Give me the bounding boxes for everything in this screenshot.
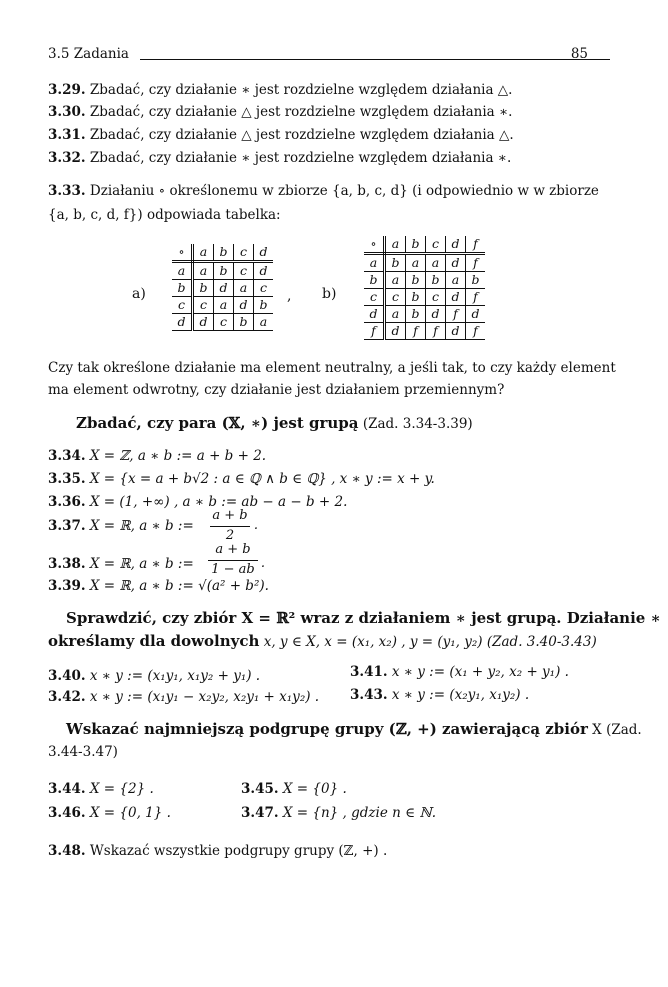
table-b-header-cell: f (466, 236, 486, 254)
r2-section-title: Sprawdzić, czy zbiór X = ℝ² wraz z działaniem ∗ jest grupą. Działanie ∗ (66, 609, 661, 627)
exercise-3-39 (48, 578, 269, 594)
table-b-cell: b (406, 306, 426, 323)
table-b-row (364, 254, 485, 272)
fraction-numerator: a + b (212, 508, 248, 523)
table-b-cell: a (426, 254, 446, 272)
exercise-number: 3.43. (350, 687, 388, 703)
subgroup-section-line1 (66, 720, 642, 738)
exercise-text: X = {0} . (282, 781, 347, 797)
table-a-row (172, 297, 273, 314)
subgroup-section-rest: X (Zad. (587, 722, 642, 738)
section-title: 3.5 Zadania (48, 46, 133, 62)
table-a-row (172, 314, 273, 331)
question-line2: ma element odwrotny, czy działanie jest działaniem przemiennym? (48, 382, 505, 398)
table-a-cell: a (172, 262, 193, 280)
table-a-header-row (172, 244, 273, 262)
table-b-cell: d (446, 289, 466, 306)
r2-section-rest: x, y ∈ X, x = (x₁, x₂) , y = (y₁, y₂) (Zad. 3.40-3.43) (259, 634, 597, 650)
question-line1: Czy tak określone działanie ma element neutralny, a jeśli tak, to czy każdy element (48, 360, 616, 376)
exercise-3-43 (350, 687, 529, 703)
table-b-cell: d (426, 306, 446, 323)
exercise-text: Wskazać wszystkie podgrupy grupy (ℤ, +) . (89, 843, 388, 859)
exercise-number: 3.46. (48, 805, 86, 821)
exercise-text: X = (1, +∞) , a ∗ b := ab − a − b + 2. (89, 494, 348, 510)
exercise-text: Zbadać, czy działanie △ jest rozdzielne względem działania ∗. (89, 104, 513, 120)
table-a-cell: c (214, 314, 234, 331)
exercise-number: 3.30. (48, 104, 86, 120)
table-a-cell: d (254, 262, 274, 280)
exercise-text: x ∗ y := (x₂y₁, x₁y₂) . (391, 687, 530, 703)
exercise-text: Zbadać, czy działanie ∗ jest rozdzielne względem działania △. (89, 82, 513, 98)
table-a-row (172, 280, 273, 297)
exercise-3-47 (241, 805, 436, 821)
exercise-text: X = {x = a + b√2 : a ∈ ℚ ∧ b ∈ ℚ} , x ∗ y := x + y. (89, 471, 435, 487)
table-b-cell: d (466, 306, 486, 323)
table-a-cell: b (193, 280, 214, 297)
fraction-bar (210, 526, 250, 527)
table-b-cell: d (364, 306, 385, 323)
table-b-cell: f (364, 323, 385, 340)
exercise-text: Zbadać, czy działanie △ jest rozdzielne względem działania △. (89, 127, 514, 143)
exercise-text-line1: Działaniu ∘ określonemu w zbiorze {a, b, c, d} (i odpowiednio w w zbiorze (89, 183, 599, 199)
table-b-cell: f (466, 323, 486, 340)
exercise-number: 3.40. (48, 668, 86, 684)
table-a-comma: , (287, 288, 292, 304)
exercise-3-30 (48, 104, 512, 120)
table-b-cell: b (406, 289, 426, 306)
exercise-text: X = ℝ, a ∗ b := √(a² + b²). (89, 578, 269, 594)
table-b-cell: f (446, 306, 466, 323)
exercise-text: Zbadać, czy działanie ∗ jest rozdzielne względem działania ∗. (89, 150, 512, 166)
table-a-cell: b (254, 297, 274, 314)
r2-section-line2 (48, 632, 597, 650)
table-a-cell: b (214, 262, 234, 280)
exercise-3-41 (350, 664, 569, 680)
exercise-3-31 (48, 127, 514, 143)
table-a-cell: c (193, 297, 214, 314)
table-a-header-cell: a (193, 244, 214, 262)
table-b-label: b) (322, 286, 337, 302)
table-b-cell: b (466, 272, 486, 289)
exercise-3-38 (48, 556, 194, 572)
fraction-numerator: a + b (215, 542, 251, 557)
exercise-3-46 (48, 805, 171, 821)
table-b-cell: f (426, 323, 446, 340)
table-b-cell: a (385, 272, 406, 289)
exercise-text: X = ℝ, a ∗ b := (89, 518, 194, 534)
exercise-text: X = {n} , gdzie n ∈ ℕ. (282, 805, 437, 821)
exercise-number: 3.38. (48, 556, 86, 572)
exercise-number: 3.39. (48, 578, 86, 594)
exercise-number: 3.31. (48, 127, 86, 143)
table-b-header-cell: b (406, 236, 426, 254)
table-b-cell: a (385, 306, 406, 323)
table-b-row (364, 272, 485, 289)
exercise-number: 3.37. (48, 518, 86, 534)
table-a-row (172, 262, 273, 280)
table-b-cell: f (406, 323, 426, 340)
table-b-header-row (364, 236, 485, 254)
exercise-text: x ∗ y := (x₁y₁ − x₂y₂, x₂y₁ + x₁y₂) . (89, 689, 320, 705)
exercise-3-34 (48, 448, 266, 464)
exercise-number: 3.32. (48, 150, 86, 166)
exercise-number: 3.45. (241, 781, 279, 797)
table-b-cell: b (426, 272, 446, 289)
exercise-number: 3.42. (48, 689, 86, 705)
exercise-number: 3.35. (48, 471, 86, 487)
table-a-cell: b (172, 280, 193, 297)
table-b-cell: d (446, 323, 466, 340)
exercise-number: 3.48. (48, 843, 86, 859)
table-b-cell: c (364, 289, 385, 306)
group-section-heading (76, 414, 473, 432)
table-b-header-cell: d (446, 236, 466, 254)
table-a-cell: c (172, 297, 193, 314)
table-a-cell: d (172, 314, 193, 331)
table-b-cell: d (446, 254, 466, 272)
table-a-cell: c (234, 262, 254, 280)
table-b-cell: b (406, 272, 426, 289)
exercise-text: x ∗ y := (x₁y₁, x₁y₂ + y₁) . (89, 668, 261, 684)
exercise-3-40 (48, 668, 260, 684)
table-b-cell: d (385, 323, 406, 340)
table-a-header-cell: c (234, 244, 254, 262)
operation-table-b (364, 236, 485, 340)
exercise-text: x ∗ y := (x₁ + y₂, x₂ + y₁) . (391, 664, 569, 680)
table-b-header-cell: a (385, 236, 406, 254)
exercise-3-42 (48, 689, 319, 705)
table-b-cell: f (466, 254, 486, 272)
exercise-number: 3.47. (241, 805, 279, 821)
table-a-header-cell: ∘ (172, 244, 193, 262)
r2-section-bold: określamy dla dowolnych (48, 632, 260, 650)
exercise-number: 3.44. (48, 781, 86, 797)
table-a-cell: a (193, 262, 214, 280)
table-b-header-cell: ∘ (364, 236, 385, 254)
subgroup-section-line2: 3.44-3.47) (48, 744, 118, 760)
page-number: 85 (570, 46, 588, 62)
exercise-number: 3.36. (48, 494, 86, 510)
page-header (48, 46, 588, 66)
header-rule (140, 59, 610, 60)
table-a-label: a) (132, 286, 146, 302)
exercise-3-32 (48, 150, 511, 166)
fraction-tail: . (260, 556, 266, 571)
table-b-cell: c (426, 289, 446, 306)
exercise-3-44 (48, 781, 154, 797)
table-b-cell: a (446, 272, 466, 289)
group-section-title: Zbadać, czy para (𝕏, ∗) jest grupą (76, 414, 359, 432)
table-a-header-cell: b (214, 244, 234, 262)
fraction-denominator: 2 (225, 528, 235, 543)
operation-table-a (172, 244, 273, 331)
exercise-text: X = ℝ, a ∗ b := (89, 556, 194, 572)
exercise-text: X = ℤ, a ∗ b := a + b + 2. (89, 448, 267, 464)
table-a-cell: c (254, 280, 274, 297)
fraction-bar (208, 560, 258, 561)
table-a-cell: b (234, 314, 254, 331)
table-b-cell: b (364, 272, 385, 289)
exercise-3-29 (48, 82, 512, 98)
exercise-3-35 (48, 471, 435, 487)
exercise-3-33 (48, 183, 599, 199)
table-a-cell: a (254, 314, 274, 331)
table-b-header-cell: c (426, 236, 446, 254)
table-a-cell: a (234, 280, 254, 297)
table-a-cell: a (214, 297, 234, 314)
exercise-3-33-line2: {a, b, c, d, f}) odpowiada tabelka: (48, 207, 281, 223)
exercise-3-37 (48, 518, 194, 534)
exercise-text: X = {0, 1} . (89, 805, 171, 821)
subgroup-section-title: Wskazać najmniejszą podgrupę grupy (ℤ, +) zawierającą zbiór (66, 720, 588, 738)
fraction-tail: . (253, 518, 259, 533)
table-b-row (364, 289, 485, 306)
exercise-number: 3.34. (48, 448, 86, 464)
table-b-cell: f (466, 289, 486, 306)
table-b-row (364, 306, 485, 323)
exercise-3-48 (48, 843, 387, 859)
exercise-text: X = {2} . (89, 781, 154, 797)
r2-section-line1 (66, 609, 661, 627)
table-b-cell: b (385, 254, 406, 272)
table-b-row (364, 323, 485, 340)
table-a-cell: d (193, 314, 214, 331)
table-b-cell: c (385, 289, 406, 306)
exercise-number: 3.41. (350, 664, 388, 680)
table-b-cell: a (406, 254, 426, 272)
table-a-header-cell: d (254, 244, 274, 262)
exercise-3-45 (241, 781, 347, 797)
fraction-denominator: 1 − ab (211, 562, 255, 577)
table-a-cell: d (234, 297, 254, 314)
exercise-number: 3.29. (48, 82, 86, 98)
exercise-3-36 (48, 494, 347, 510)
group-section-ref: (Zad. 3.34-3.39) (362, 416, 473, 432)
table-a-cell: d (214, 280, 234, 297)
exercise-number: 3.33. (48, 183, 86, 199)
table-b-cell: a (364, 254, 385, 272)
